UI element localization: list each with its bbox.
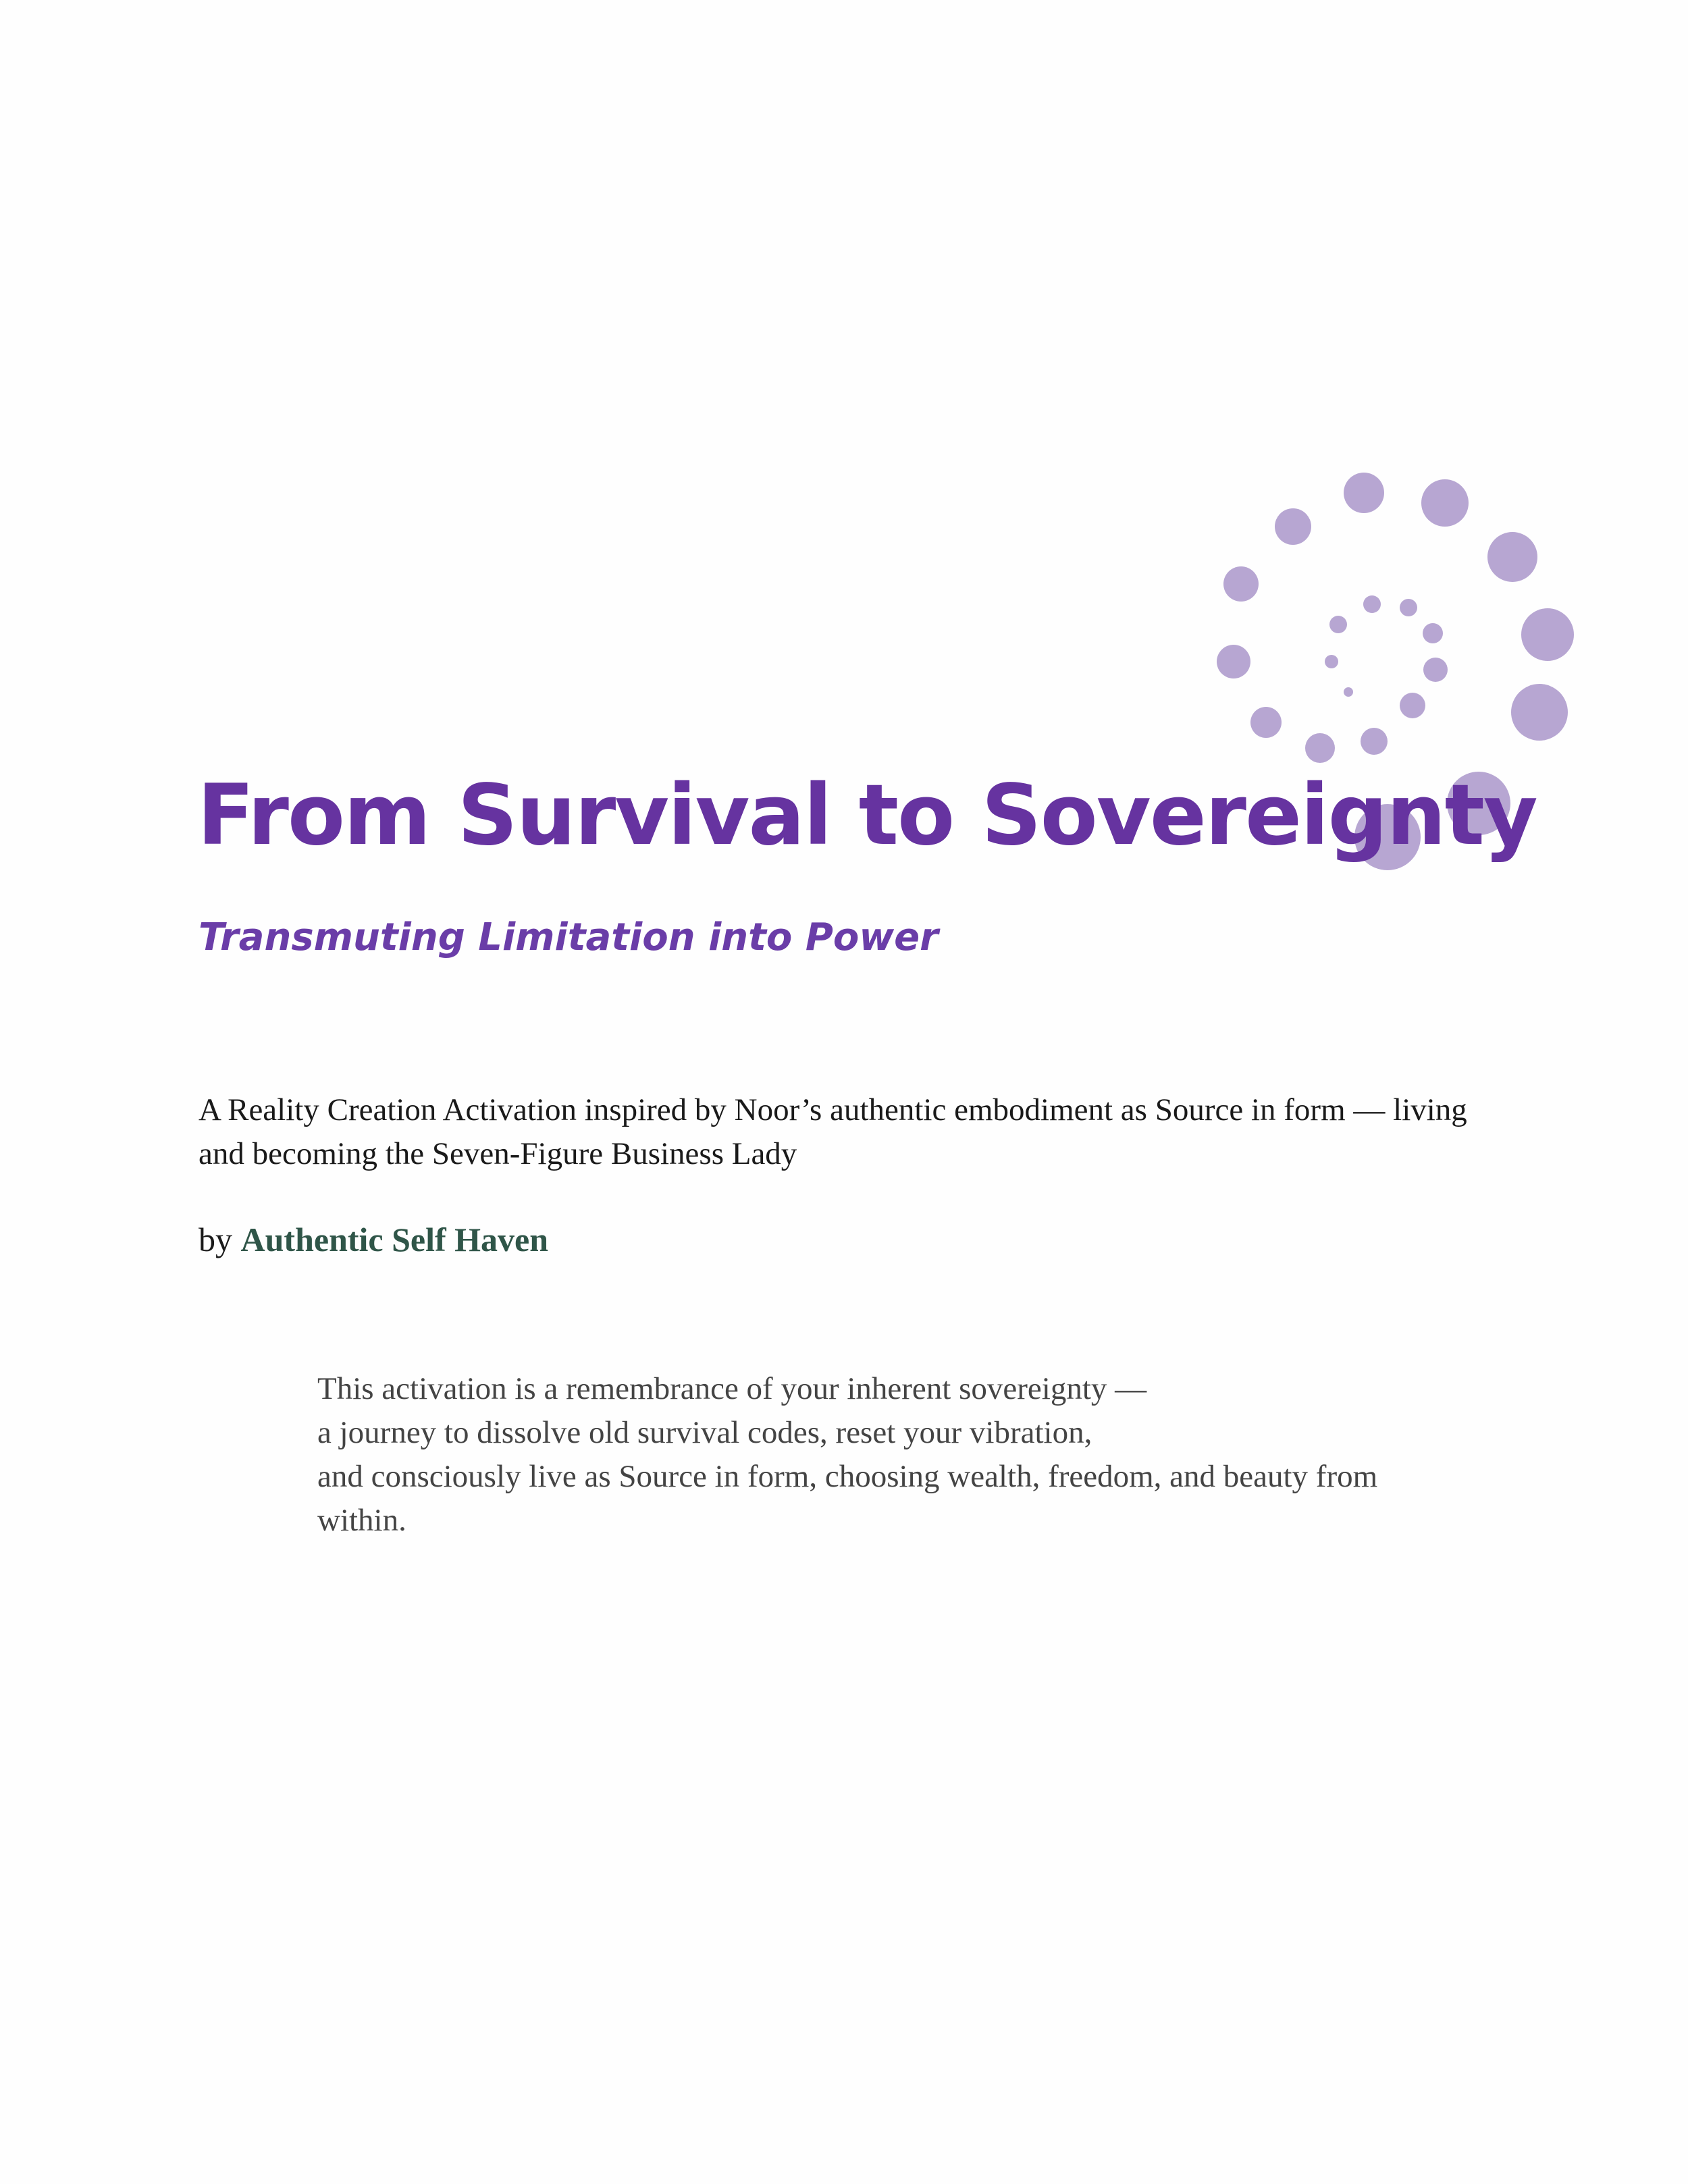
spiral-dot <box>1421 479 1469 527</box>
spiral-dot <box>1344 687 1353 697</box>
spiral-dot <box>1223 566 1259 602</box>
spiral-dot <box>1511 684 1568 741</box>
spiral-dot <box>1400 693 1425 718</box>
spiral-dot <box>1487 532 1537 582</box>
quote-line: a journey to dissolve old survival codes, reset your vibration, <box>317 1415 1092 1450</box>
document-title: From Survival to Sovereignty <box>197 767 1537 864</box>
spiral-dot <box>1250 707 1282 738</box>
spiral-dot <box>1363 595 1381 613</box>
spiral-dot <box>1217 645 1250 678</box>
spiral-dot <box>1423 658 1448 682</box>
spiral-dot <box>1329 616 1347 633</box>
byline-author: Authentic Self Haven <box>240 1221 549 1258</box>
byline-prefix: by <box>199 1221 232 1258</box>
quote-line: This activation is a remembrance of your inherent sovereignty — <box>317 1371 1147 1406</box>
activation-quote <box>317 1367 1411 1543</box>
spiral-dot <box>1325 655 1338 668</box>
spiral-dot <box>1521 608 1574 661</box>
spiral-dot <box>1423 623 1443 643</box>
spiral-dot <box>1400 599 1417 616</box>
quote-line: and consciously live as Source in form, choosing wealth, freedom, and beauty from within. <box>317 1459 1378 1538</box>
intro-paragraph: A Reality Creation Activation inspired by Noor’s authentic embodiment as Source in form — living and becoming the Seven-Figure Business Lady <box>199 1092 1467 1171</box>
byline <box>199 1219 548 1260</box>
document-subtitle: Transmuting Limitation into Power <box>199 915 939 959</box>
spiral-dot <box>1361 728 1388 755</box>
spiral-dot <box>1275 508 1311 545</box>
spiral-dot <box>1344 473 1384 513</box>
spiral-dot <box>1305 733 1335 763</box>
